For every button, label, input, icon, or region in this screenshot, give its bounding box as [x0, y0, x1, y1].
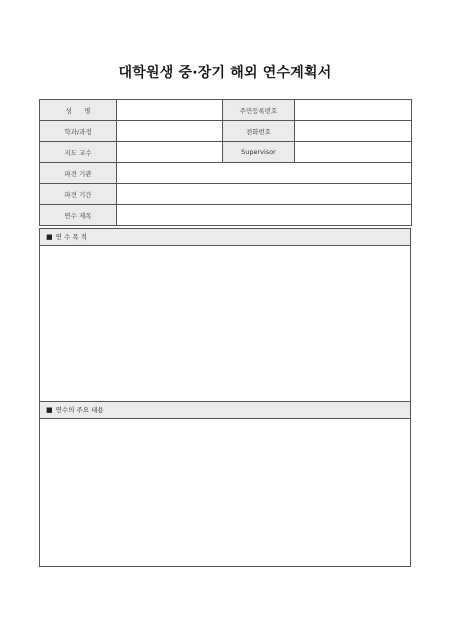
purpose-section — [39, 228, 411, 402]
name-field[interactable] — [117, 100, 223, 121]
table-row — [40, 205, 412, 226]
table-row — [40, 163, 412, 184]
purpose-label: 연 수 목 적 — [55, 233, 87, 241]
advisor-label: 지도 교수 — [40, 142, 117, 163]
topic-label: 연수 제목 — [40, 205, 117, 226]
square-bullet-icon: ■ — [46, 406, 53, 414]
content-label: 연수의 주요 내용 — [55, 406, 104, 414]
table-row — [40, 184, 412, 205]
document-title: 대학원생 중·장기 해외 연수계획서 — [118, 65, 332, 81]
institution-field[interactable] — [117, 163, 412, 184]
content-header — [40, 402, 410, 419]
resident-no-field[interactable] — [295, 100, 412, 121]
topic-field[interactable] — [117, 205, 412, 226]
table-row — [40, 121, 412, 142]
content-section — [39, 401, 411, 567]
table-row — [40, 142, 412, 163]
name-label: 성 명 — [40, 100, 117, 121]
advisor-field[interactable] — [117, 142, 223, 163]
period-label: 파견 기간 — [40, 184, 117, 205]
purpose-header — [40, 229, 410, 246]
resident-no-label: 주민등록번호 — [223, 100, 295, 121]
dept-field[interactable] — [117, 121, 223, 142]
square-bullet-icon: ■ — [46, 233, 53, 241]
supervisor-field[interactable] — [295, 142, 412, 163]
applicant-info-table — [39, 99, 412, 226]
period-field[interactable] — [117, 184, 412, 205]
phone-field[interactable] — [295, 121, 412, 142]
table-row — [40, 100, 412, 121]
phone-label: 전화번호 — [223, 121, 295, 142]
institution-label: 파견 기관 — [40, 163, 117, 184]
supervisor-label: Supervisor — [223, 142, 295, 163]
purpose-content-area[interactable] — [40, 246, 410, 401]
content-content-area[interactable] — [40, 419, 410, 566]
dept-label: 학과/과정 — [40, 121, 117, 142]
